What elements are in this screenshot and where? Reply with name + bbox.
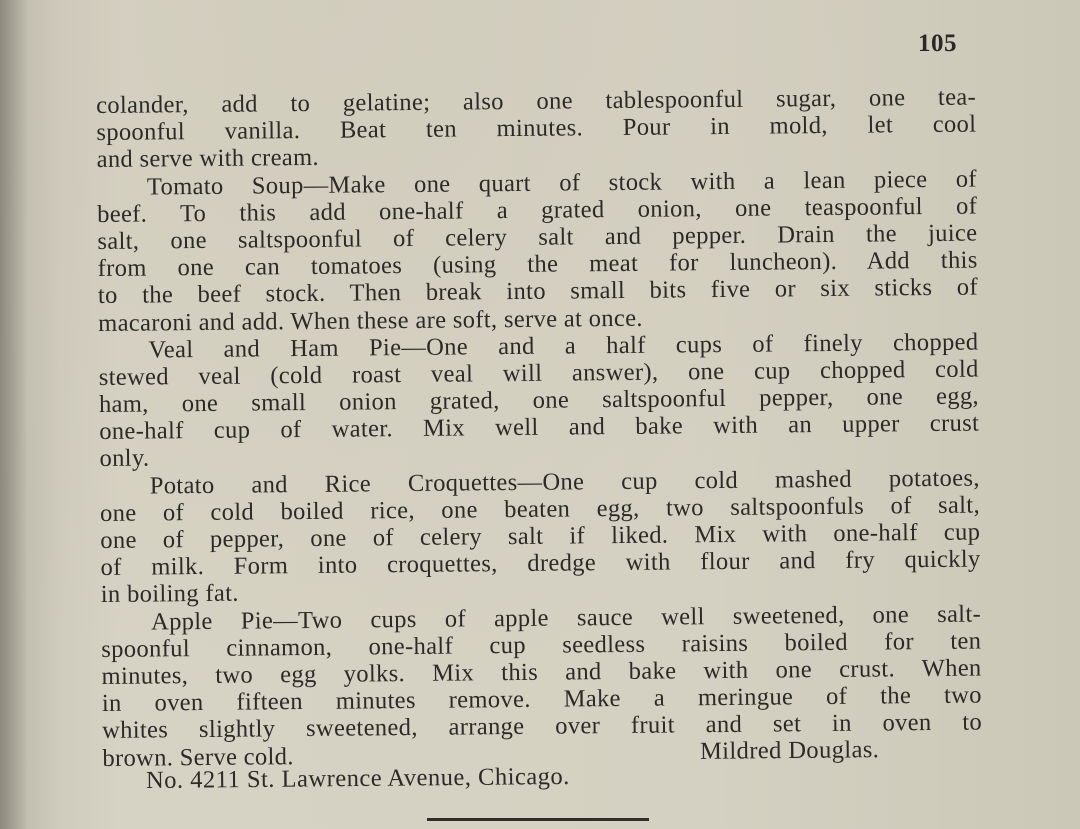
text-line: brown. Serve cold. [102, 742, 294, 772]
text-line: and serve with cream. [96, 144, 320, 174]
text-line: colander, add to gelatine; also one tablespoonful sugar, one tea- [96, 83, 977, 119]
text-line: salt, one saltspoonful of celery salt and pepper. Drain the juice [97, 219, 978, 255]
recipe-heading-line-potato-rice-croquettes: Potato and Rice Croquettes—One cup cold mashed potatoes, [149, 464, 980, 500]
contributor-address: No. 4211 St. Lawrence Avenue, Chicago. [145, 762, 570, 795]
page-number: 105 [918, 30, 957, 57]
text-line: whites slightly sweetened, arrange over fruit and set in oven to [102, 708, 983, 745]
text-line: minutes, two egg yolks. Mix this and bake with one crust. When [101, 654, 982, 690]
text-line: one of pepper, one of celery salt if liked. Mix with one-half cup [100, 518, 981, 554]
recipe-heading-line-apple-pie: Apple Pie—Two cups of apple sauce well sweetened, one salt- [150, 600, 982, 636]
text-line: of milk. Form into croquettes, dredge with flour and fry quickly [100, 545, 981, 582]
text-line: macaroni and add. When these are soft, serve at once. [98, 304, 643, 337]
text-line: only. [99, 444, 150, 473]
section-divider-rule [427, 818, 649, 821]
recipe-text-block [96, 84, 982, 772]
text-line: spoonful vanilla. Beat ten minutes. Pour in mold, let cool [96, 110, 977, 147]
text-line: ham, one small onion grated, one saltspoonful pepper, one egg, [98, 382, 980, 419]
text-line: one of cold boiled rice, one beaten egg, two saltspoonfuls of salt, [99, 491, 981, 527]
text-line: beef. To this add one-half a grated onion, one teaspoonful of [97, 192, 978, 228]
text-line: stewed veal (cold roast veal will answer), one cup chopped cold [98, 355, 979, 391]
text-line: one-half cup of water. Mix well and bake with an upper crust [99, 409, 980, 446]
recipe-heading-line-veal-ham-pie: Veal and Ham Pie—One and a half cups of finely chopped [148, 328, 979, 364]
contributor-signature: Mildred Douglas. [699, 736, 880, 765]
text-line: from one can tomatoes (using the meat for luncheon). Add this [97, 246, 978, 283]
text-line: spoonful cinnamon, one-half cup seedless raisins boiled for ten [101, 627, 982, 663]
text-line: in oven fifteen minutes remove. Make a meringue of the two [101, 681, 982, 718]
text-line: to the beef stock. Then break into small bits five or six sticks of [97, 273, 979, 310]
book-spine-shadow [0, 0, 28, 829]
text-line: in boiling fat. [100, 580, 239, 609]
recipe-heading-line-tomato-soup: Tomato Soup—Make one quart of stock with a lean piece of [146, 165, 978, 201]
